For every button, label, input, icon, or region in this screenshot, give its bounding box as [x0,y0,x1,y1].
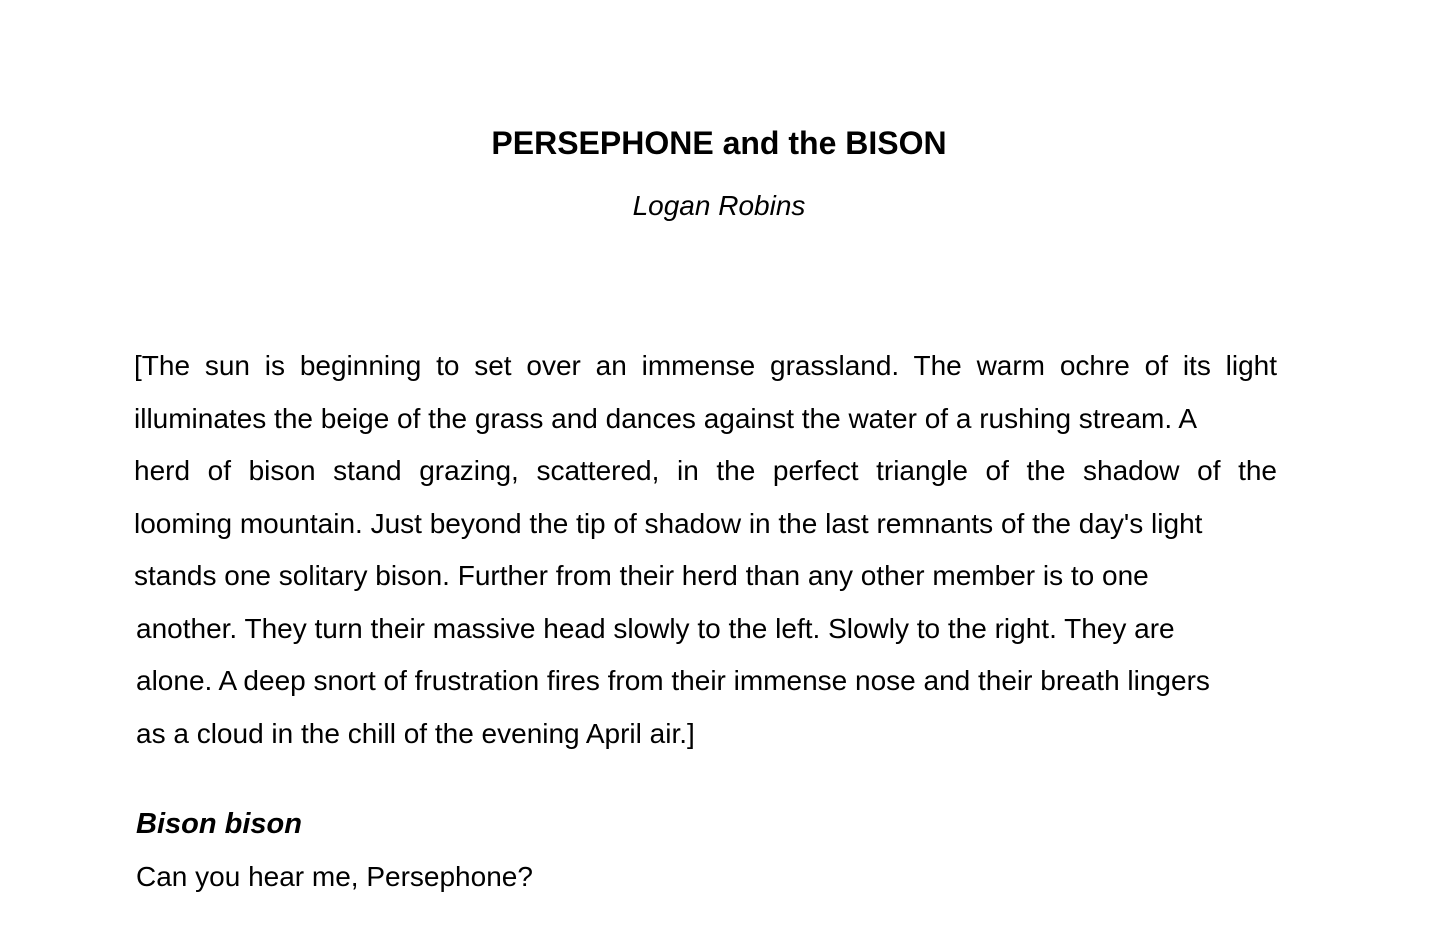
author-name: Logan Robins [632,190,806,221]
stage-direction-line: [The sun is beginning to set over an immense grassland. The warm ochre of its light [134,350,1277,381]
stage-direction-line: looming mountain. Just beyond the tip of shadow in the last remnants of the day's light [134,507,1203,539]
speaker-name: Bison bison [136,808,302,840]
stage-direction-line: herd of bison stand grazing, scattered, in the perfect triangle of the shadow of the [134,455,1277,486]
stage-direction-line: another. They turn their massive head slowly to the left. Slowly to the right. They are [136,612,1175,644]
play-title: PERSEPHONE and the BISON [491,125,947,161]
stage-direction-line: illuminates the beige of the grass and dances against the water of a rushing stream. A [134,402,1198,434]
stage-direction-line: alone. A deep snort of frustration fires from their immense nose and their breath lingers [136,665,1210,696]
stage-direction-line: as a cloud in the chill of the evening April air.] [136,717,695,749]
stage-direction [134,340,1286,760]
stage-direction-line: stands one solitary bison. Further from their herd than any other member is to one [134,560,1149,591]
dialogue-line: Can you hear me, Persephone? [136,861,533,892]
